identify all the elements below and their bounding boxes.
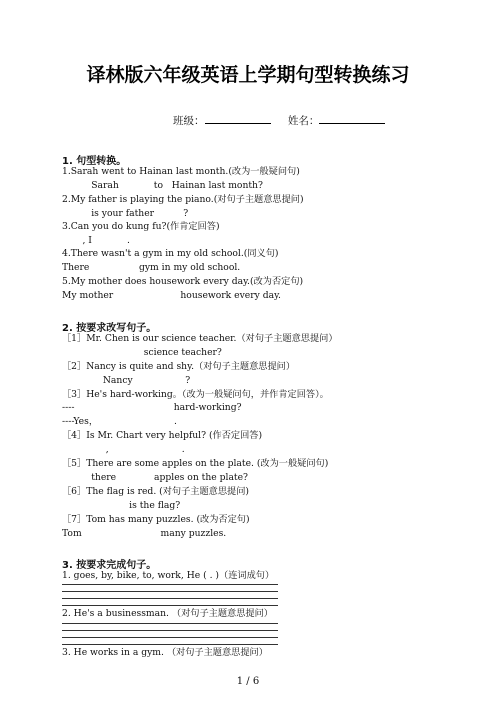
answer-line	[62, 584, 278, 585]
s3-item: 3. He works in a gym. （对句子主题意思提问）	[62, 647, 268, 658]
answer-line	[62, 605, 278, 606]
s2-line: ［5］There are some apples on the plate. (改为一般疑问句)	[62, 458, 329, 469]
s2-line: there apples on the plate?	[62, 472, 248, 483]
s1-line: My mother housework every day.	[62, 290, 281, 301]
s2-line: ［7］Tom has many puzzles. (改为否定句)	[62, 514, 250, 525]
s2-line: Nancy ?	[62, 375, 191, 386]
s1-line: There gym in my old school.	[62, 262, 241, 273]
s2-line: is the flag?	[62, 500, 181, 511]
s2-line: ［6］The flag is red. (对句子主题意思提问)	[62, 486, 250, 497]
document-title: 译林版六年级英语上学期句型转换练习	[86, 64, 410, 86]
s1-line: 3.Can you do kung fu?(作肯定回答)	[62, 221, 220, 232]
s2-line: ---- hard-working?	[62, 402, 242, 413]
answer-line	[62, 630, 278, 631]
s1-line: Sarah to Hainan last month?	[62, 180, 263, 191]
section1-heading: 1. 句型转换。	[62, 156, 127, 167]
answer-line	[62, 644, 278, 645]
s1-line: is your father ?	[62, 208, 189, 219]
s1-line: 5.My mother does housework every day.(改为否定句)	[62, 276, 304, 287]
section3-heading: 3. 按要求完成句子。	[62, 560, 157, 571]
s2-line: science teacher?	[62, 347, 222, 358]
s3-item: 2. He's a businessman. （对句子主题意思提问）	[62, 608, 273, 619]
page-indicator: 1 / 6	[236, 676, 260, 687]
answer-line	[62, 598, 278, 599]
s1-line: 4.There wasn't a gym in my old school.(同义句)	[62, 248, 279, 259]
name-label: 姓名：	[287, 115, 320, 127]
s1-line: 2.My father is playing the piano.(对句子主题意思提问)	[62, 194, 304, 205]
s3-item: 1. goes, by, bike, to, work, He ( . )（连词成句）	[62, 570, 275, 581]
s2-line: Tom many puzzles.	[62, 528, 227, 539]
class-blank	[205, 114, 271, 124]
s2-line: ----Yes， .	[62, 416, 177, 427]
name-blank	[319, 114, 385, 124]
s1-line: , I .	[62, 235, 130, 246]
s2-line: ［1］Mr. Chen is our science teacher.（对句子主题意思提问）	[62, 333, 338, 344]
answer-line	[62, 637, 278, 638]
answer-line	[62, 591, 278, 592]
s2-line: ［3］He's hard-working。（改为一般疑问句，并作肯定回答）。	[62, 389, 329, 400]
section2-heading: 2. 按要求改写句子。	[62, 323, 157, 334]
class-label: 班级：	[173, 115, 205, 127]
s1-line: 1.Sarah went to Hainan last month.(改为一般疑问句)	[62, 166, 300, 177]
student-info-line	[173, 113, 385, 128]
answer-line	[62, 623, 278, 624]
s2-line: , .	[62, 444, 185, 455]
s2-line: ［4］Is Mr. Chart very helpful? (作否定回答)	[62, 430, 263, 441]
s2-line: ［2］Nancy is quite and shy.（对句子主题意思提问）	[62, 361, 296, 372]
